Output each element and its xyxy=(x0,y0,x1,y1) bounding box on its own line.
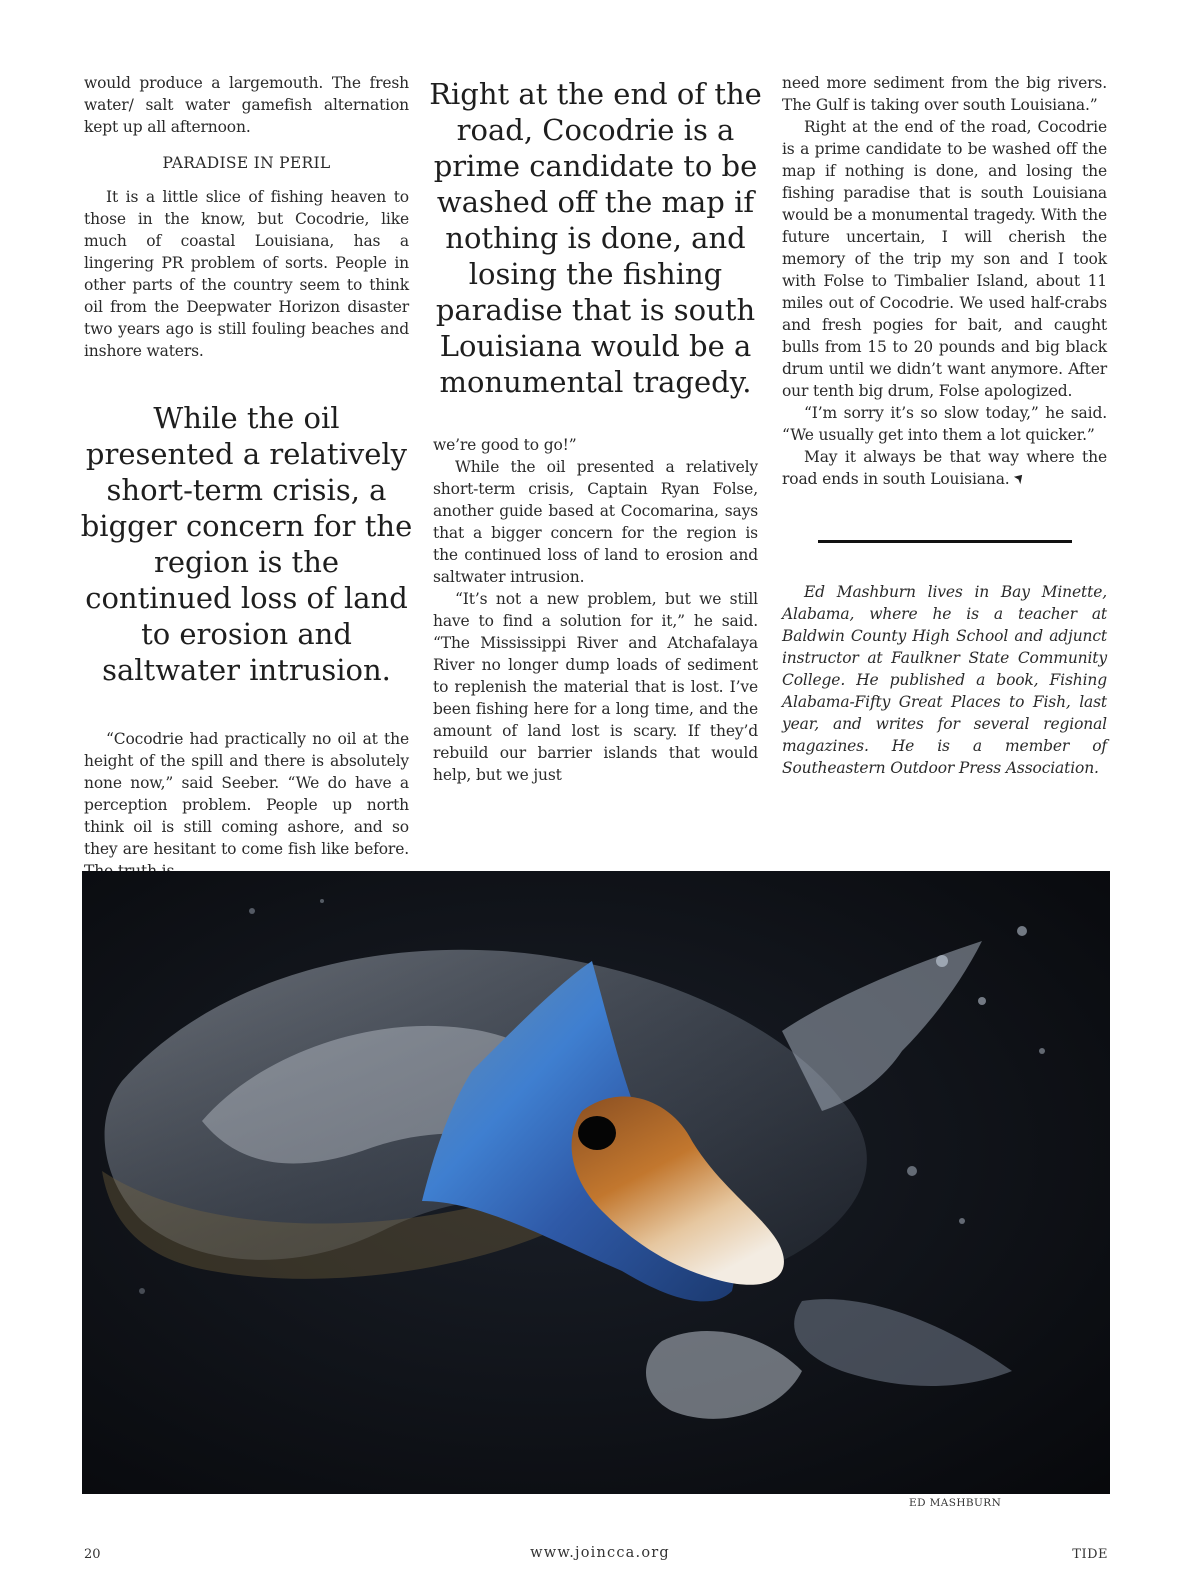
magazine-name: TIDE xyxy=(1072,1547,1108,1562)
final-sentence: May it always be that way where the road ends in south Louisiana. xyxy=(782,448,1107,488)
section-subhead: PARADISE IN PERIL xyxy=(162,154,331,172)
redfish-tail-illustration xyxy=(82,871,1110,1494)
body-paragraph: Right at the end of the road, Cocodrie is a prime candidate to be washed off the map if nothing is done, and losing the fishing paradise that is south Louisiana would be a monumental tragedy. With the future uncertain, I will cherish the memory of the trip my son and I took with Folse to Timbalier Island, about 11 miles out of Cocodrie. We used half-crabs and fresh pogies for bait, and caught bulls from 15 to 20 pounds and big black drum until we didn’t want anymore. After our tenth big drum, Folse apologized. xyxy=(782,118,1107,400)
body-paragraph: “It’s not a new problem, but we still have to find a solution for it,” he said. “The Mississippi River and Atchafalaya River no longer dump loads of sediment to replenish the material that is lost. I’ve been fishing here for a long time, and the amount of land lost is scary. If they’d rebuild our barrier islands that would help, but we just xyxy=(433,590,758,784)
body-paragraph: While the oil presented a relatively short-term crisis, Captain Ryan Folse, another guide based at Cocomarina, says that a bigger concern for the region is the continued loss of land to erosion and saltwater intrusion. xyxy=(433,458,758,586)
body-paragraph: need more sediment from the big rivers. The Gulf is taking over south Louisiana.” xyxy=(782,74,1107,114)
author-bio: Ed Mashburn lives in Bay Minette, Alabama, where he is a teacher at Baldwin County High School and adjunct instructor at Faulkner State Community College. He published a book, Fishing Alabama-Fifty Great Places to Fish, last year, and writes for several regional magazines. He is a member of Southeastern Outdoor Press Association. xyxy=(782,583,1107,777)
article-column-2 xyxy=(429,72,762,786)
divider-rule xyxy=(818,540,1072,543)
article-column-1 xyxy=(80,72,413,882)
body-paragraph: “I’m sorry it’s so slow today,” he said. “We usually get into them a lot quicker.” xyxy=(782,404,1107,444)
page-number: 20 xyxy=(84,1547,101,1562)
article-column-3 xyxy=(782,72,1107,795)
end-of-story-icon xyxy=(1013,474,1024,485)
footer-url-link[interactable]: www.joincca.org xyxy=(530,1545,670,1561)
body-paragraph-final xyxy=(782,446,1107,490)
body-paragraph: It is a little slice of fishing heaven to those in the know, but Cocodrie, like much of coastal Louisiana, has a lingering PR problem of sorts. People in other parts of the country seem to think oil from the Deepwater Horizon disaster two years ago is still fouling beaches and inshore waters. xyxy=(84,188,409,360)
body-paragraph: would produce a largemouth. The fresh water/ salt water gamefish alternation kept up all afternoon. xyxy=(84,74,409,136)
pull-quote: While the oil presented a relatively short-term crisis, a bigger concern for the region is the continued loss of land to erosion and saltwater intrusion. xyxy=(80,401,413,687)
body-paragraph: “Cocodrie had practically no oil at the height of the spill and there is absolutely none now,” said Seeber. “We do have a perception problem. People up north think oil is still coming ashore, and so they are hesitant to come fish like before. xyxy=(84,730,409,858)
photo-redfish-tail-splash xyxy=(82,871,1110,1494)
pull-quote: Right at the end of the road, Cocodrie is a prime candidate to be washed off the map if nothing is done, and losing the fishing paradise that is south Louisiana would be a monumental tragedy. xyxy=(429,77,762,399)
photo-credit: ED MASHBURN xyxy=(909,1497,1002,1509)
body-paragraph: we’re good to go!” xyxy=(433,436,577,454)
